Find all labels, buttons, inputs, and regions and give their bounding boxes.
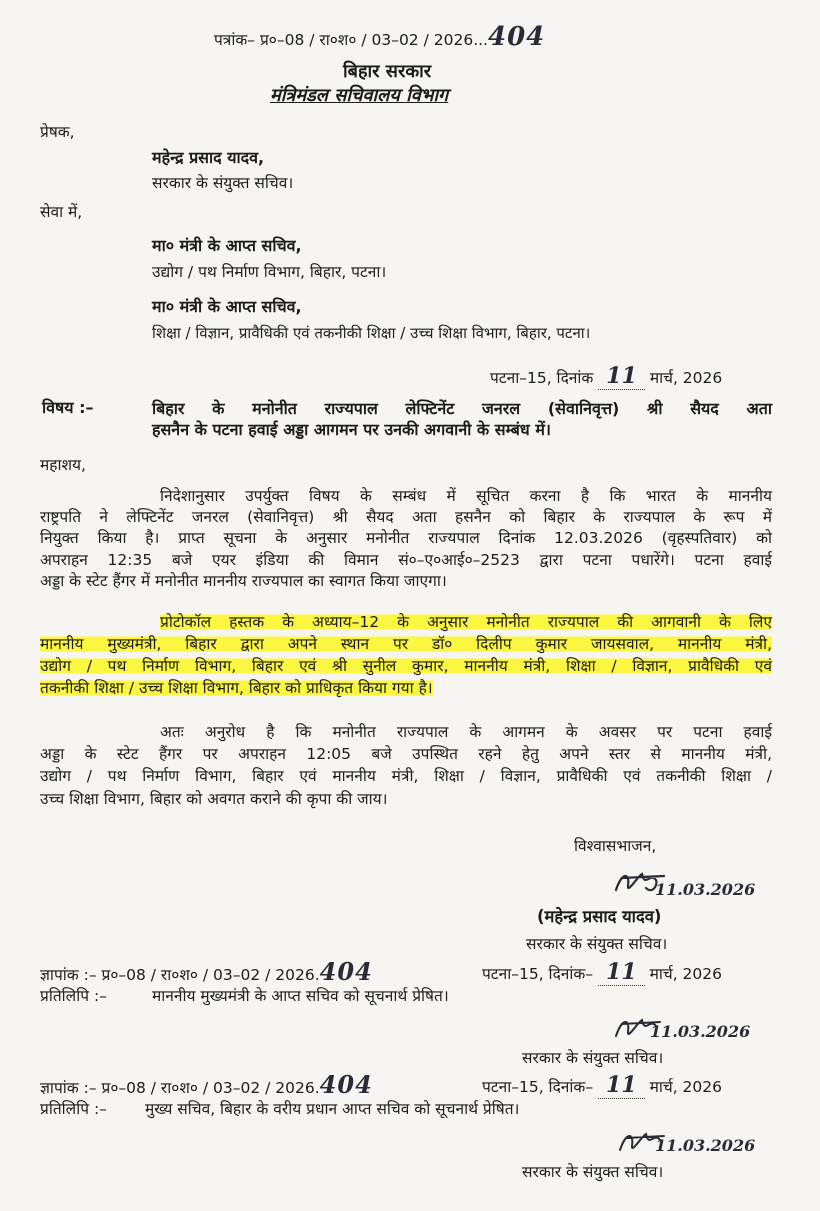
recipient-1-dept: उद्योग / पथ निर्माण विभाग, बिहार, पटना।: [152, 263, 387, 281]
cc-1-text: माननीय मुख्यमंत्री के आप्त सचिव को सूचनार्थ प्रेषित।: [152, 987, 449, 1005]
memo-line-2: [40, 1070, 373, 1099]
yours-faithfully: विश्वासभाजन,: [574, 837, 657, 855]
highlighted-text: प्रोटोकॉल हस्तक के अध्याय–12 के अनुसार मनोनीत राज्यपाल की आगवानी के लिए: [160, 613, 772, 631]
reference-line: [214, 22, 546, 52]
org-name: बिहार सरकार: [343, 61, 432, 82]
paragraph-3-line: अतः अनुरोध है कि मनोनीत राज्यपाल के आगमन के अवसर पर पटना हवाई: [160, 723, 772, 741]
recipient-1-title: मा० मंत्री के आप्त सचिव,: [152, 236, 302, 255]
salutation: महाशय,: [40, 456, 86, 474]
paragraph-3-line: उच्च शिक्षा विभाग, बिहार को अवगत कराने की कृपा की जाय।: [40, 790, 388, 808]
signature-3-date: 11.03.2026: [655, 1136, 756, 1155]
paragraph-1-line: अपराहन 12:35 बजे एयर इंडिया की विमान सं०–ए०आई०–2523 द्वारा पटना पधारेंगे। पटना हवाई: [40, 551, 772, 569]
paragraph-1-line: निदेशानुसार उपर्युक्त विषय के सम्बंध में सूचित करना है कि भारत के माननीय: [160, 487, 772, 505]
subject-line-1: बिहार के मनोनीत राज्यपाल लेफ्टिनेंट जनरल (सेवानिवृत्त) श्री सैयद अता: [152, 399, 772, 418]
highlighted-text: माननीय मुख्यमंत्री, बिहार द्वारा अपने स्थान पर डॉ० दिलीप कुमार जायसवाल, माननीय मंत्री,: [40, 635, 772, 653]
signatory-name: (महेन्द्र प्रसाद यादव): [537, 907, 662, 926]
date-line: [490, 363, 723, 389]
reference-number-handwritten: 404: [487, 22, 546, 52]
memo-1-day-handwritten: 11: [598, 959, 645, 986]
date-suffix: मार्च, 2026: [649, 369, 723, 387]
cc-2-label: प्रतिलिपि :–: [40, 1100, 107, 1118]
paragraph-2-line: [160, 612, 772, 633]
memo-line-1: [40, 957, 373, 986]
memo-1-prefix: ज्ञापांक :– प्र०–08 / रा०श० / 03–02 / 2026.: [40, 966, 320, 984]
memo-2-day-handwritten: 11: [598, 1072, 645, 1099]
sender-label: प्रेषक,: [40, 123, 75, 141]
memo-2-prefix: ज्ञापांक :– प्र०–08 / रा०श० / 03–02 / 2026.: [40, 1079, 320, 1097]
copy-2-designation: सरकार के संयुक्त सचिव।: [522, 1163, 664, 1181]
signature-2-date: 11.03.2026: [650, 1022, 751, 1041]
memo-2-date-prefix: पटना–15, दिनांक–: [482, 1078, 594, 1096]
date-day-handwritten: 11: [598, 363, 645, 390]
subject-line-2: हसनैन के पटना हवाई अड्डा आगमन पर उनकी अगवानी के सम्बंध में।: [152, 420, 551, 439]
reference-prefix: पत्रांक– प्र०–08 / रा०श० / 03–02 / 2026...: [214, 31, 488, 49]
paragraph-1-line: नियुक्त किया है। प्राप्त सूचना के अनुसार मनोनीत राज्यपाल दिनांक 12.03.2026 (वृहस्पतिवार) को: [40, 529, 772, 547]
sender-designation: सरकार के संयुक्त सचिव।: [152, 174, 294, 192]
recipient-2-title: मा० मंत्री के आप्त सचिव,: [152, 297, 302, 316]
cc-1-label: प्रतिलिपि :–: [40, 987, 107, 1005]
recipient-2-dept: शिक्षा / विज्ञान, प्रावैधिकी एवं तकनीकी शिक्षा / उच्च शिक्षा विभाग, बिहार, पटना।: [152, 324, 591, 342]
highlighted-text: तकनीकी शिक्षा / उच्च शिक्षा विभाग, बिहार को प्राधिकृत किया गया है।: [40, 679, 433, 697]
paragraph-1-line: राष्ट्रपति ने लेफ्टिनेंट जनरल (सेवानिवृत्त) श्री सैयद अता हसनैन को बिहार के राज्यपाल के रूप में: [40, 508, 772, 526]
cc-2-text: मुख्य सचिव, बिहार के वरीय प्रधान आप्त सचिव को सूचनार्थ प्रेषित।: [145, 1100, 520, 1118]
paragraph-2-line: [40, 634, 772, 655]
memo-1-date-suffix: मार्च, 2026: [649, 965, 723, 983]
sender-name: महेन्द्र प्रसाद यादव,: [152, 148, 265, 167]
subject-label: विषय :–: [42, 398, 94, 417]
memo-1-date-prefix: पटना–15, दिनांक–: [482, 965, 594, 983]
recipients-label: सेवा में,: [40, 203, 83, 221]
paragraph-1-line: अड्डा के स्टेट हैंगर में मनोनीत माननीय राज्यपाल का स्वागत किया जाएगा।: [40, 572, 447, 590]
paragraph-3-line: अड्डा के स्टेट हैंगर पर अपराहन 12:05 बजे उपस्थित रहने हेतु अपने स्तर से माननीय मंत्री,: [40, 745, 772, 763]
signature-1-date: 11.03.2026: [655, 880, 756, 899]
date-prefix: पटना–15, दिनांक: [490, 369, 594, 387]
signatory-designation: सरकार के संयुक्त सचिव।: [526, 935, 668, 953]
paragraph-2-line: [40, 656, 772, 677]
department-name: मंत्रिमंडल सचिवालय विभाग: [270, 85, 449, 106]
memo-1-date: [482, 959, 723, 985]
highlighted-text: उद्योग / पथ निर्माण विभाग, बिहार एवं श्री सुनील कुमार, माननीय मंत्री, शिक्षा / विज्ञान, प्रावैधिकी एवं: [40, 657, 772, 675]
memo-2-date: [482, 1072, 723, 1098]
memo-1-number-handwritten: 404: [319, 957, 373, 986]
paragraph-3-line: उद्योग / पथ निर्माण विभाग, बिहार एवं माननीय मंत्री, शिक्षा / विज्ञान, प्रावैधिकी एवं तकनीकी शिक्षा /: [40, 767, 772, 785]
copy-1-designation: सरकार के संयुक्त सचिव।: [522, 1049, 664, 1067]
memo-2-number-handwritten: 404: [319, 1070, 373, 1099]
paragraph-2-line: [40, 678, 433, 698]
memo-2-date-suffix: मार्च, 2026: [649, 1078, 723, 1096]
